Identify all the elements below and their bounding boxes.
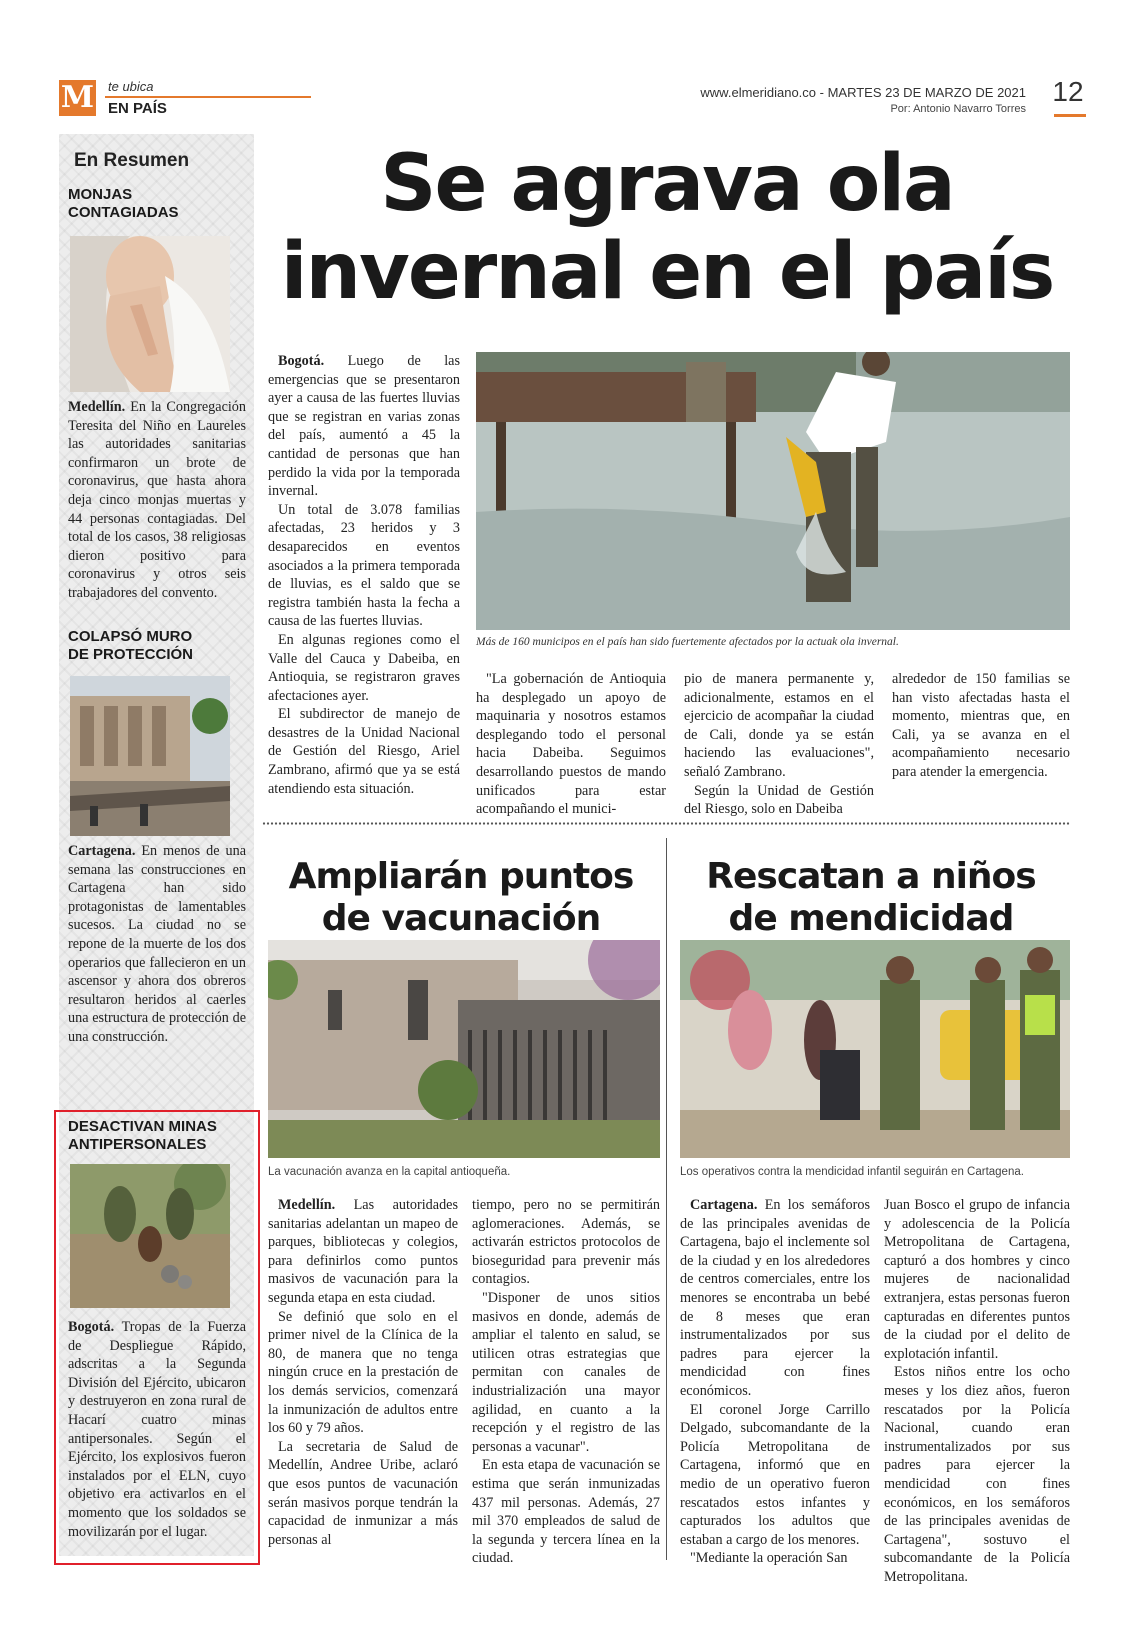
sidebar-item-title-line: DE PROTECCIÓN xyxy=(68,646,194,663)
paragraph: La secretaria de Salud de Medellín, Andree Uribe, aclaró que esos puntos de vacunación serán masivos porque tendrán la capacidad de inmunizar a más personas al xyxy=(268,1438,458,1548)
sidebar-item-dateline: Medellín. xyxy=(68,399,126,415)
sidebar-item-text: En menos de una semana las construcciones en Cartagena han sido protagonistas de lamentables sucesos. La ciudad no se repone de la muerte de los dos operarios que fallecieron en un ascensor y ahora dos obreros resultaron heridos al caerles una estructura de protección de una construcción. xyxy=(68,843,246,1045)
nun-praying-photo xyxy=(70,236,230,392)
sidebar-heading: En Resumen xyxy=(74,150,190,171)
soldiers-mines-photo xyxy=(70,1164,230,1308)
sidebar-item-title-line: COLAPSÓ MURO xyxy=(68,628,193,645)
soldiers-photo-illustration xyxy=(70,1164,230,1308)
rescue-operation-photo xyxy=(680,940,1070,1158)
header-kicker: te ubica xyxy=(108,79,154,94)
dateline: Cartagena. xyxy=(690,1197,758,1213)
vaccination-col2 xyxy=(472,1196,660,1568)
sidebar-item-title-line: DESACTIVAN MINAS xyxy=(68,1118,217,1135)
paragraph: El coronel Jorge Carrillo Delgado, subcomandante de la Policía Metropolitana de Cartagena, informó que en medio de un operativo fueron rescatados estos infantes y capturados los adultos que estaban a cargo de los menores. xyxy=(680,1401,870,1548)
vaccination-photo-illustration xyxy=(268,940,660,1158)
paragraph: Se definió que solo en el primer nivel de la Clínica de la 80, de manera que no tenga ningún cruce en la prestación de los demás servicios, comenzará la inmunización de adultos entre los 60 y 79 años. xyxy=(268,1308,458,1437)
paragraph xyxy=(268,1196,458,1308)
section-divider xyxy=(262,822,1070,825)
flood-photo-illustration xyxy=(476,352,1070,630)
main-article-col1 xyxy=(268,352,460,798)
vaccination-headline xyxy=(262,856,660,940)
sidebar-item-title-line: MONJAS xyxy=(68,186,133,203)
paragraph: "La gobernación de Antioquia ha desplegado un apoyo de maquinaria y nosotros estamos desplegando todo el personal hacia Dabeiba. Seguimos desarrollando puestos de mando unificados para estar acompañando el munici- xyxy=(476,671,666,818)
paragraph-text: Las autoridades sanitarias adelantan un mapeo de parques, bibliotecas y colegios, para definirlos como puntos masivos de vacunación para la segunda etapa en esta ciudad. xyxy=(268,1197,458,1306)
headline-line: de vacunación xyxy=(321,898,601,939)
vaccination-col1 xyxy=(268,1196,458,1549)
paragraph: En algunas regiones como el Valle del Cauca y Dabeiba, en Antioquia, se registraron graves afectaciones ayer. xyxy=(268,631,460,704)
sidebar-item-title xyxy=(68,628,248,664)
main-headline-line: Se agrava ola xyxy=(380,139,954,229)
rescue-col2 xyxy=(884,1196,1070,1586)
paragraph: Un total de 3.078 familias afectadas, 23 heridos y 3 desaparecidos en eventos asociados a la primera temporada de lluvias, es el saldo que se registra también hasta la fecha a causa de las fuertes lluvias. xyxy=(268,501,460,630)
headline-line: de mendicidad xyxy=(728,898,1014,939)
byline: Por: Antonio Navarro Torres xyxy=(890,103,1026,115)
paragraph: "Disponer de unos sitios masivos en donde, además de ampliar el talento en salud, se utilicen otras estrategias que permitan con canales de industrialización una mayor agilidad, en cuanto a la recepción y el registro de las personas a vacunar". xyxy=(472,1289,660,1455)
rescue-headline xyxy=(672,856,1070,940)
column-divider xyxy=(666,838,667,1560)
paragraph: El subdirector de manejo de desastres de la Unidad Nacional de Gestión del Riesgo, Ariel Zambrano, afirmó que ya se está atendiendo esta situación. xyxy=(268,706,460,797)
site-and-date: www.elmeridiano.co - MARTES 23 DE MARZO DE 2021 xyxy=(700,85,1026,100)
dateline: Bogotá. xyxy=(278,353,325,369)
sidebar-item-title-line: CONTAGIADAS xyxy=(68,204,179,221)
paragraph: "Mediante la operación San xyxy=(690,1550,848,1567)
rescue-photo-illustration xyxy=(680,940,1070,1158)
main-headline xyxy=(262,140,1072,316)
construction-collapse-photo xyxy=(70,676,230,836)
header-accent-rule xyxy=(105,96,311,98)
paragraph: Juan Bosco el grupo de infancia y adolescencia de la Policía Metropolitana de Cartagena, capturó a dos hombres y cinco mujeres de nacionalidad extranjera, estas personas fueron capturadas en diferentes puntos de la ciudad por el delito de explotación infantil. xyxy=(884,1197,1070,1362)
sidebar-item-title-line: ANTIPERSONALES xyxy=(68,1136,207,1153)
page-number-rule xyxy=(1054,114,1086,117)
sidebar-item-dateline: Bogotá. xyxy=(68,1319,115,1335)
rescue-col1 xyxy=(680,1196,870,1568)
main-article-col2 xyxy=(476,670,666,819)
sidebar-item-text: En la Congregación Teresita del Niño en Laureles las autoridades sanitarias confirmaron un brote de coronavirus, que hasta ahora deja cinco monjas muertas y 44 personas contagiadas. Del total de los casos, 38 religiosas dieron positivo para coronavirus y otros seis trabajadores del convento. xyxy=(68,399,246,601)
construction-photo-illustration xyxy=(70,676,230,836)
main-headline-line: invernal en el país xyxy=(280,227,1054,317)
paragraph: pio de manera permanente y, adicionalmente, estamos en el ejercicio de acompañar la ciudad de Cali, donde ya se están haciendo las evaluaciones", señaló Zambrano. xyxy=(684,671,874,780)
main-article-col3 xyxy=(684,670,874,819)
paragraph: tiempo, pero no se permitirán aglomeraciones. Además, se activarán estrictos protocolos de bioseguridad para prevenir más contagios. xyxy=(472,1197,660,1288)
sidebar-item-title xyxy=(68,186,248,222)
paragraph-text: En los semáforos de las principales avenidas de Cartagena, bajo el inclemente sol de la ciudad y en los alrededores de centros comerciales, entre los menores se encontraba un bebé de 8 meses que eran instrumentalizados por sus padres para ejercer la mendicidad con fines económicos. xyxy=(680,1197,870,1399)
dateline: Medellín. xyxy=(278,1197,336,1213)
paragraph-text: Luego de las emergencias que se presentaron ayer a causa de las fuertes lluvias que se registran en varias zonas del país, aumentó a 45 la cantidad de personas que han perdido la vida por la temporada invernal. xyxy=(268,353,460,500)
sidebar-item-body xyxy=(68,398,246,603)
sidebar-item-body xyxy=(68,1318,246,1541)
sidebar-item-dateline: Cartagena. xyxy=(68,843,136,859)
main-article-col4 xyxy=(892,670,1070,782)
flood-photo xyxy=(476,352,1070,630)
sidebar-item-title xyxy=(68,1118,248,1154)
sidebar-item-text: Tropas de la Fuerza de Despliegue Rápido, adscritas a la Segunda División del Ejército, ubicaron y destruyeron en zona rural de Hacarí cuatro minas antipersonales. Según el Ejército, los explosivos fueron instalados por el ELN, cuyo objetivo era activarlos en el momento que los soldados se movilizarán por el lugar. xyxy=(68,1319,246,1540)
section-name: EN PAÍS xyxy=(108,100,167,117)
paragraph: alrededor de 150 familias se han visto afectadas hasta el momento, mientras que, en Cali, ya se avanza en el acompañamiento necesario para atender la emergencia. xyxy=(892,671,1070,780)
newspaper-logo: M xyxy=(60,80,95,115)
nun-photo-illustration xyxy=(70,236,230,392)
vaccination-site-photo xyxy=(268,940,660,1158)
sidebar-item-body xyxy=(68,842,246,1047)
paragraph xyxy=(680,1196,870,1401)
page-number: 12 xyxy=(1052,76,1084,107)
headline-line: Ampliarán puntos xyxy=(288,856,634,897)
vaccination-photo-caption: La vacunación avanza en la capital antioqueña. xyxy=(268,1166,511,1178)
main-photo-caption: Más de 160 municipos en el país han sido fuertemente afectados por la actuak ola invernal. xyxy=(476,636,899,648)
paragraph: En esta etapa de vacunación se estima que serán inmunizadas 437 mil personas. Además, 27 mil 370 empleados de salud de la segunda y tercera línea en la ciudad. xyxy=(472,1457,660,1567)
headline-line: Rescatan a niños xyxy=(706,856,1036,897)
paragraph: Estos niños entre los ocho meses y los diez años, fueron rescatados por la Policía Nacional, cuando eran instrumentalizados por sus padres para ejercer la mendicidad con fines económicos, en los semáforos de las principales avenidas de Cartagena", sostuvo el subcomandante de la Policía Metropolitana. xyxy=(884,1364,1070,1585)
paragraph: Según la Unidad de Gestión del Riesgo, solo en Dabeiba xyxy=(684,782,874,818)
rescue-photo-caption: Los operativos contra la mendicidad infantil seguirán en Cartagena. xyxy=(680,1166,1024,1178)
paragraph xyxy=(268,352,460,501)
